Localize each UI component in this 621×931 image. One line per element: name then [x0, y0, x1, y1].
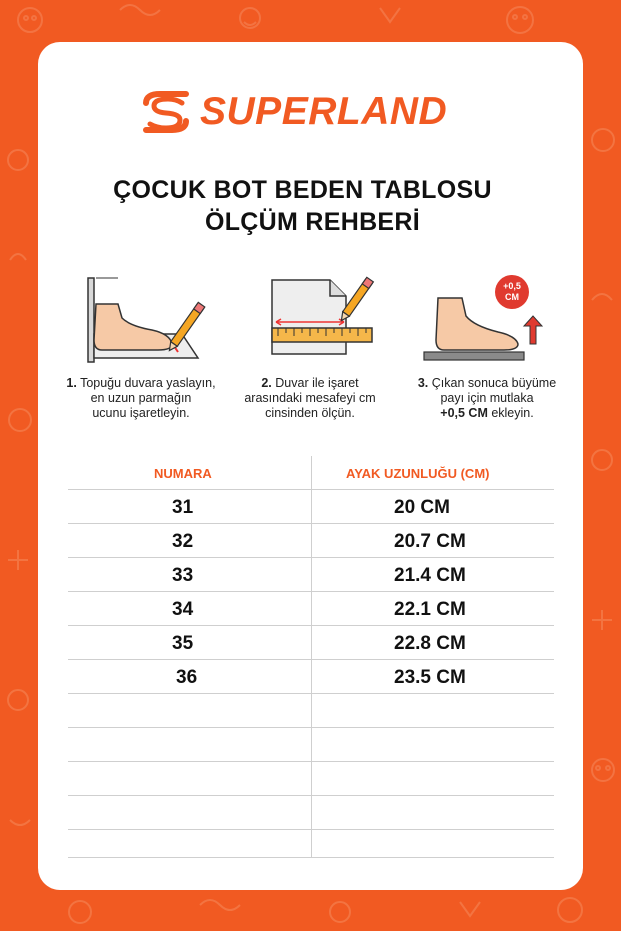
step-3-line-2: payı için mutlaka — [440, 391, 534, 405]
page-subtitle: ÖLÇÜM REHBERİ — [204, 208, 420, 236]
step-3-number: 3. — [417, 376, 429, 390]
step-1-line-3: ucunu işaretleyin. — [92, 406, 190, 420]
step-2-text — [225, 376, 395, 421]
table-row — [68, 830, 554, 858]
header-foot-length: AYAK UZUNLUĞU (CM) — [346, 466, 490, 481]
ruler-measure-icon — [246, 274, 378, 366]
size-cell: 31 — [172, 497, 194, 518]
table-row — [68, 490, 554, 524]
size-cell: 36 — [176, 667, 198, 688]
table-row — [68, 694, 554, 728]
table-row — [68, 728, 554, 762]
page-title: ÇOCUK BOT BEDEN TABLOSU — [113, 176, 492, 204]
table-row — [68, 660, 554, 694]
table-row — [68, 762, 554, 796]
step-1-line-2: en uzun parmağın — [90, 391, 192, 405]
step-1-text — [56, 376, 226, 421]
step-3-text — [402, 376, 572, 421]
brand-logo — [138, 90, 488, 134]
step-1-line-1: Topuğu duvara yaslayın, — [80, 376, 216, 390]
step-2-line-1: Duvar ile işaret — [275, 376, 359, 390]
brand-name: SUPERLAND — [200, 90, 448, 133]
table-row — [68, 626, 554, 660]
foot-against-wall-icon — [78, 274, 210, 366]
size-table — [68, 456, 554, 858]
length-cell: 20 CM — [394, 497, 450, 518]
step-3-line-1: Çıkan sonuca büyüme — [431, 376, 557, 390]
table-row — [68, 592, 554, 626]
length-cell: 20.7 CM — [394, 531, 466, 552]
step-3-line-4: ekleyin. — [487, 406, 534, 420]
svg-text:+0,5: +0,5 — [503, 281, 521, 291]
table-header-row — [68, 456, 554, 490]
size-guide-card — [38, 42, 583, 890]
step-2-line-2: arasındaki mesafeyi cm — [244, 391, 376, 405]
table-row — [68, 796, 554, 830]
step-1-number: 1. — [66, 376, 77, 390]
header-size: NUMARA — [154, 466, 212, 481]
length-cell: 23.5 CM — [394, 667, 466, 688]
step-2-line-3: cinsinden ölçün. — [265, 406, 355, 420]
size-cell: 34 — [172, 599, 194, 620]
length-cell: 21.4 CM — [394, 565, 466, 586]
superland-logo-icon — [138, 91, 194, 133]
size-cell: 32 — [172, 531, 194, 552]
table-row — [68, 558, 554, 592]
step-3-highlight: +0,5 CM — [440, 406, 488, 420]
step-2-number: 2. — [261, 376, 272, 390]
table-row — [68, 524, 554, 558]
length-cell: 22.1 CM — [394, 599, 466, 620]
length-cell: 22.8 CM — [394, 633, 466, 654]
size-cell: 33 — [172, 565, 194, 586]
size-cell: 35 — [172, 633, 194, 654]
svg-text:CM: CM — [505, 292, 519, 302]
growth-allowance-icon — [418, 274, 550, 366]
